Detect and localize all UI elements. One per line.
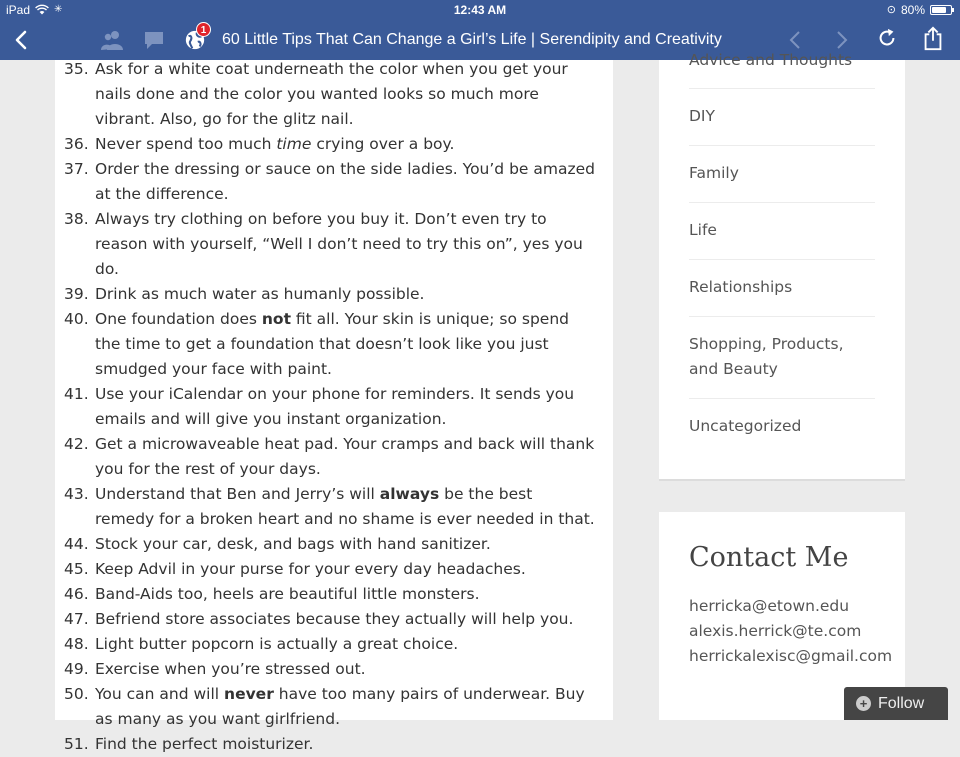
tip-item <box>55 632 595 657</box>
tip-number: 38. <box>64 210 89 228</box>
battery-percent: 80% <box>900 3 925 17</box>
clock: 12:43 AM <box>453 3 507 17</box>
messages-icon[interactable] <box>142 29 166 51</box>
tip-text: Get a microwaveable heat pad. Your cramps and back will thank you for the rest of your days. <box>95 435 595 478</box>
tip-text: Find the perfect moisturizer. <box>95 735 314 753</box>
tip-text: Drink as much water as humanly possible. <box>95 285 425 303</box>
tip-item <box>55 157 595 207</box>
contact-email-link[interactable]: herrickalexisc@gmail.com <box>689 647 893 665</box>
tip-text: always <box>379 485 440 503</box>
tip-text: have too many pairs of underwear. Buy as many as you want girlfriend. <box>95 685 585 728</box>
tip-item <box>55 732 595 757</box>
tip-number: 42. <box>64 435 89 453</box>
tip-item <box>55 657 595 682</box>
category-link[interactable]: Uncategorized <box>689 417 802 435</box>
tip-number: 50. <box>64 685 89 703</box>
tip-item <box>55 682 595 732</box>
tip-item <box>55 282 595 307</box>
tip-item <box>55 607 595 632</box>
follow-label: Follow <box>878 694 925 712</box>
tip-number: 35. <box>64 60 89 78</box>
tip-text: crying over a boy. <box>311 135 455 153</box>
tip-number: 43. <box>64 485 89 503</box>
rotation-lock-icon: ⊙ <box>886 4 896 16</box>
friend-requests-icon[interactable] <box>100 29 124 51</box>
tip-text: Keep Advil in your purse for your every day headaches. <box>95 560 526 578</box>
tip-text: time <box>276 135 312 153</box>
tip-item <box>55 557 595 582</box>
refresh-icon[interactable] <box>875 27 899 49</box>
device-name: iPad <box>6 3 31 17</box>
tip-text: You can and will <box>95 685 225 703</box>
tip-text: Stock your car, desk, and bags with hand sanitizer. <box>95 535 491 553</box>
status-right <box>887 0 952 20</box>
tip-number: 49. <box>64 660 89 678</box>
tip-text: fit all. Your skin is unique; so spend the time to get a foundation that doesn’t look like you just smudged your face with paint. <box>95 310 569 378</box>
tip-number: 51. <box>64 735 89 753</box>
tip-item <box>55 207 595 282</box>
tip-number: 44. <box>64 535 89 553</box>
tip-text: Band-Aids too, heels are beautiful little monsters. <box>95 585 480 603</box>
tip-item <box>55 482 595 532</box>
tip-text: never <box>224 685 274 703</box>
tip-text: be the best remedy for a broken heart and no shame is ever needed in that. <box>95 485 595 528</box>
tip-text: Befriend store associates because they actually will help you. <box>95 610 574 628</box>
back-chevron-icon[interactable] <box>10 28 34 52</box>
tip-number: 47. <box>64 610 89 628</box>
tip-item <box>55 307 595 382</box>
tip-number: 48. <box>64 635 89 653</box>
tip-text: Order the dressing or sauce on the side ladies. You’d be amazed at the difference. <box>95 160 595 203</box>
tip-item <box>55 582 595 607</box>
tip-text: not <box>261 310 291 328</box>
tip-number: 46. <box>64 585 89 603</box>
follow-button[interactable] <box>844 687 948 720</box>
tip-number: 40. <box>64 310 89 328</box>
contact-title: Contact Me <box>689 542 849 573</box>
status-bar <box>0 0 960 20</box>
tip-text: Always try clothing on before you buy it. Don’t even try to reason with yourself, “Well I don’t need to try this on”, yes you do. <box>95 210 583 278</box>
tip-text: Exercise when you’re stressed out. <box>95 660 366 678</box>
tip-text: Light butter popcorn is actually a great choice. <box>95 635 459 653</box>
category-link[interactable]: Shopping, Products, and Beauty <box>689 317 875 399</box>
notification-badge: 1 <box>196 22 211 37</box>
tip-text: Never spend too much <box>95 135 277 153</box>
tip-item <box>55 532 595 557</box>
tip-item <box>55 432 595 482</box>
tip-number: 41. <box>64 385 89 403</box>
contact-email-list <box>689 594 892 669</box>
tip-number: 39. <box>64 285 89 303</box>
battery-icon <box>930 5 952 15</box>
tips-list <box>55 57 595 757</box>
category-link[interactable]: Advice and Thoughts <box>689 48 875 89</box>
category-link[interactable]: DIY <box>689 89 875 146</box>
category-list <box>689 48 875 455</box>
category-link[interactable]: Life <box>689 203 875 260</box>
categories-widget <box>659 51 905 481</box>
contact-email-link[interactable]: herricka@etown.edu <box>689 597 850 615</box>
tip-number: 45. <box>64 560 89 578</box>
share-icon[interactable] <box>921 25 945 51</box>
tip-text: One foundation does <box>95 310 262 328</box>
contact-email-link[interactable]: alexis.herrick@te.com <box>689 622 862 640</box>
category-link[interactable]: Family <box>689 146 875 203</box>
category-link[interactable]: Relationships <box>689 260 875 317</box>
tip-number: 36. <box>64 135 89 153</box>
tip-item <box>55 132 595 157</box>
tip-number: 37. <box>64 160 89 178</box>
article-content <box>55 60 613 753</box>
tip-item <box>55 382 595 432</box>
tip-text: Understand that Ben and Jerry’s will <box>95 485 380 503</box>
plus-icon: + <box>856 696 871 711</box>
activity-icon: ✳ <box>54 4 63 15</box>
page-title: 60 Little Tips That Can Change a Girl’s Life | Serendipity and Creativity <box>222 31 722 48</box>
tip-text: Use your iCalendar on your phone for reminders. It sends you emails and will give you instant organization. <box>95 385 575 428</box>
tip-text: Ask for a white coat underneath the color when you get your nails done and the color you wanted looks so much more vibrant. Also, go for the glitz nail. <box>95 60 568 128</box>
tip-item <box>55 57 595 132</box>
